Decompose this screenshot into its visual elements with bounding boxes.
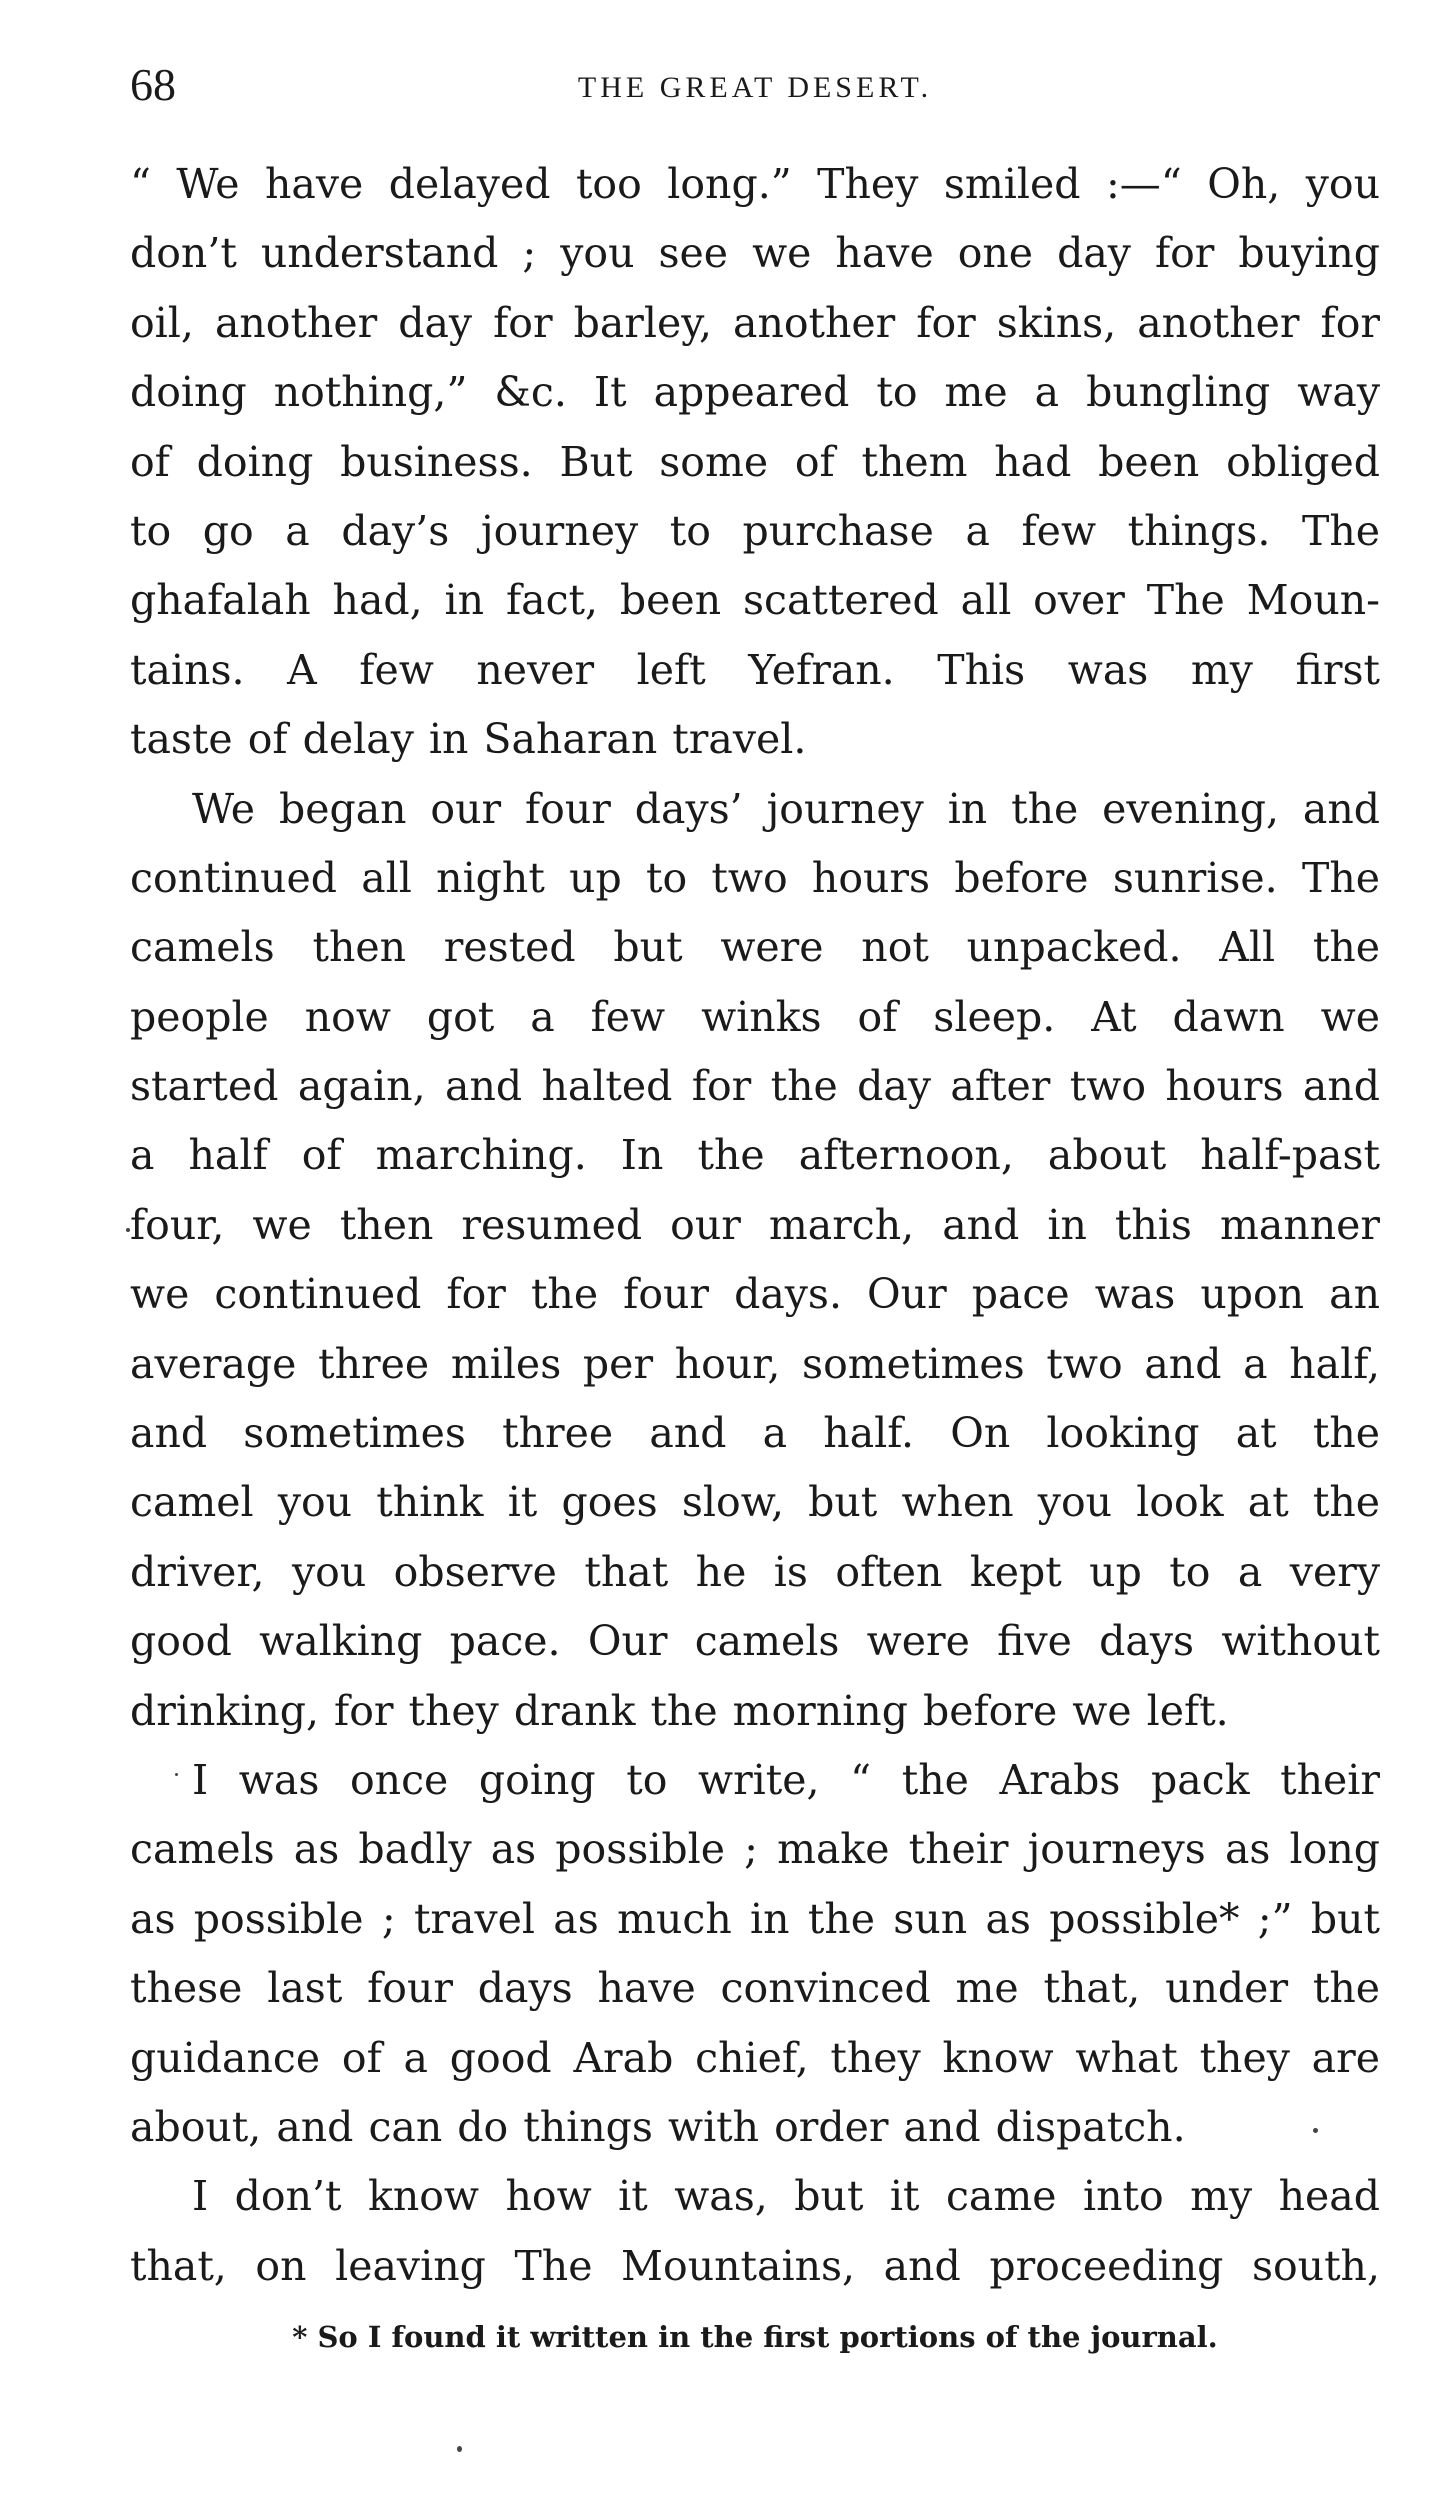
text-line: doing nothing,” &c. It appeared to me a bungling way [130, 368, 1380, 417]
text-line: that, on leaving The Mountains, and proceeding south, [130, 2241, 1380, 2290]
text-line: a half of marching. In the afternoon, about half-past [130, 1131, 1380, 1180]
paragraph [130, 1746, 1380, 2162]
body-text [130, 150, 1380, 2301]
text-line: to go a day’s journey to purchase a few things. The [130, 506, 1380, 555]
text-line: and sometimes three and a half. On looking at the [130, 1409, 1380, 1458]
text-line: of doing business. But some of them had been obliged [130, 437, 1380, 486]
text-line: drinking, for they drank the morning before we left. [130, 1686, 1229, 1735]
text-line: four, we then resumed our march, and in this manner [130, 1200, 1380, 1249]
text-line: as possible ; travel as much in the sun as possible* ;” but [130, 1894, 1380, 1943]
text-line: ghafalah had, in fact, been scattered all over The Moun- [130, 576, 1380, 625]
text-line: we continued for the four days. Our pace was upon an [130, 1270, 1380, 1319]
text-line: continued all night up to two hours before sunrise. The [130, 853, 1380, 902]
text-line: these last four days have convinced me that, under the [130, 1964, 1380, 2013]
scan-speck [126, 1228, 130, 1232]
page-header [130, 55, 1380, 115]
text-line: camel you think it goes slow, but when you look at the [130, 1478, 1380, 1527]
text-line: camels as badly as possible ; make their journeys as long [130, 1825, 1380, 1874]
paragraph [130, 775, 1380, 1746]
scan-speck [457, 2446, 462, 2452]
scan-speck [1313, 2128, 1318, 2133]
text-line: I was once going to write, “ the Arabs pack their [192, 1755, 1380, 1804]
text-line: guidance of a good Arab chief, they know what they are [130, 2033, 1380, 2082]
text-line: driver, you observe that he is often kept up to a very [130, 1547, 1380, 1596]
page-number: 68 [130, 59, 176, 110]
text-line: good walking pace. Our camels were five days without [130, 1617, 1380, 1666]
paragraph [130, 150, 1380, 775]
footnote: * So I found it written in the first portions of the journal. [292, 2320, 1218, 2354]
text-line: tains. A few never left Yefran. This was my first [130, 645, 1380, 694]
text-line: We began our four days’ journey in the evening, and [192, 784, 1380, 833]
text-line: camels then rested but were not unpacked. All the [130, 923, 1380, 972]
scan-speck [175, 1773, 178, 1776]
running-head: THE GREAT DESERT. [577, 71, 933, 104]
text-line: oil, another day for barley, another for skins, another for [130, 298, 1380, 347]
text-line: about, and can do things with order and dispatch. [130, 2102, 1186, 2151]
text-line: people now got a few winks of sleep. At dawn we [130, 992, 1380, 1041]
text-line: taste of delay in Saharan travel. [130, 715, 807, 764]
text-line: I don’t know how it was, but it came into my head [192, 2172, 1380, 2221]
text-line: “ We have delayed too long.” They smiled :—“ Oh, you [130, 160, 1380, 208]
text-line: average three miles per hour, sometimes two and a half, [130, 1339, 1380, 1388]
paragraph [130, 2162, 1380, 2301]
text-line: don’t understand ; you see we have one day for buying [130, 229, 1380, 278]
text-line: started again, and halted for the day after two hours and [130, 1062, 1380, 1111]
